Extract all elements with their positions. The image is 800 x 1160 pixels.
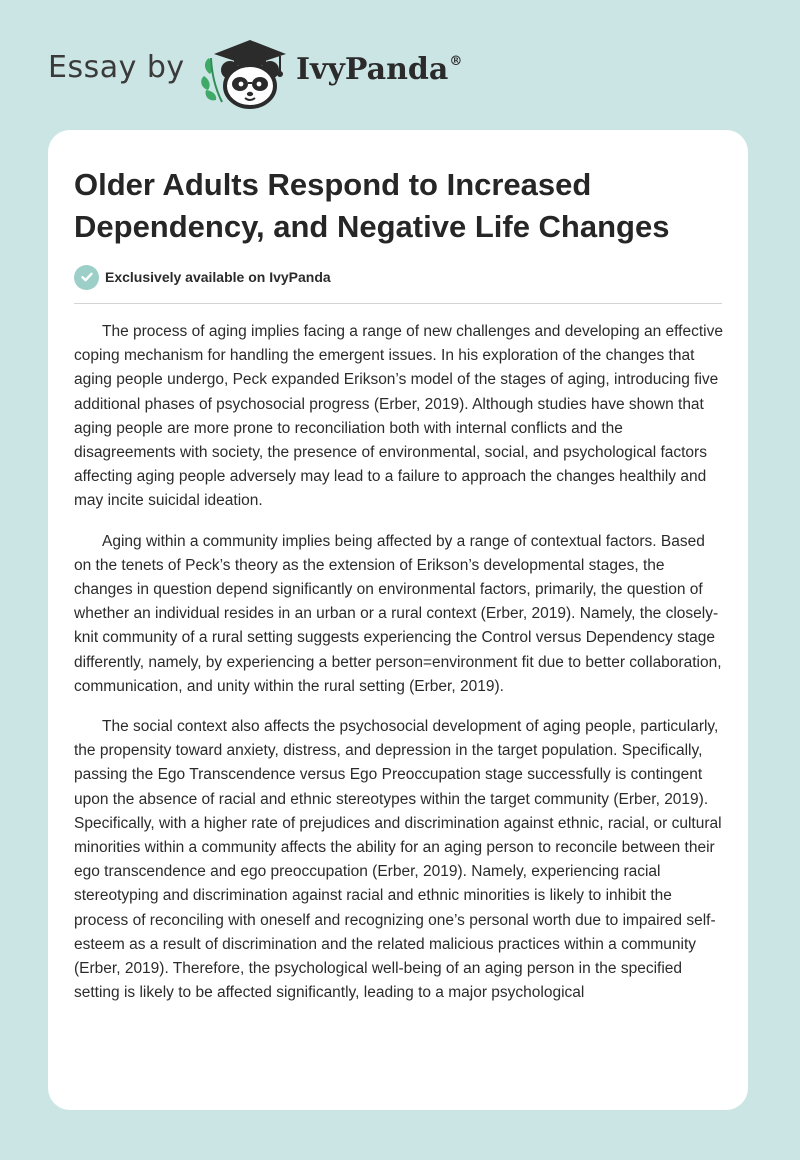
checkmark-icon [74, 265, 99, 290]
brand-text: IvyPanda [296, 52, 449, 87]
paragraph-3: The social context also affects the psychosocial development of aging people, particularly, the propensity toward anxiety, distress, and depression in the target population. Specifically, passing the Ego Transcendence versus Ego Preoccupation stage successfully is contingent upon the absence of racial and ethnic stereotypes within the target community (Erber, 2019). Specifically, with a higher rate of prejudices and discrimination against ethnic, racial, or cultural minorities within a community affects the ability for an aging person to reconcile between their ego transcendence and ego preoccupation (Erber, 2019). Namely, experiencing racial stereotyping and discrimination against racial and ethnic minorities is likely to inhibit the process of reconciling with oneself and recognizing one’s personal worth due to impaired self-esteem as a result of discrimination and the related malicious practices within a community (Erber, 2019). Therefore, the psychological well-being of an aging person in the specified setting is likely to be affected significantly, leading to a major psychological [74, 718, 722, 1002]
site-header [0, 0, 800, 130]
exclusive-badge [74, 264, 331, 290]
exclusive-label: Exclusively available on IvyPanda [105, 269, 331, 285]
paragraph-1: The process of aging implies facing a range of new challenges and developing an effective coping mechanism for handling the emergent issues. In his exploration of the changes that aging people undergo, Peck expanded Erikson’s model of the stages of aging, introducing five additional phases of psychosocial progress (Erber, 2019). Although studies have shown that aging people are more prone to reconciliation both with internal conflicts and the disagreements with society, the presence of environmental, social, and psychological factors affecting aging people adversely may lead to a failure to approach the changes healthily and may incite suicidal ideation. [74, 323, 723, 510]
essay-by-label: Essay by [48, 50, 185, 85]
essay-card [48, 130, 748, 1110]
title-divider [74, 303, 722, 304]
paragraph-2: Aging within a community implies being affected by a range of contextual factors. Based on the tenets of Peck’s theory as the extension of Erikson’s developmental stages, the changes in question depend significantly on environmental factors, primarily, the question of whether an individual resides in an urban or a rural context (Erber, 2019). Namely, the closely-knit community of a rural setting suggests experiencing the Control versus Dependency stage differently, namely, by experiencing a better person=environment fit due to better collaboration, communication, and unity within the rural setting (Erber, 2019). [74, 532, 722, 695]
essay-title: Older Adults Respond to Increased Dependency, and Negative Life Changes [74, 167, 670, 244]
panda-graduate-logo-icon[interactable] [200, 30, 292, 110]
brand-name[interactable] [296, 52, 462, 87]
essay-body [74, 320, 726, 1021]
trademark-symbol: ® [449, 54, 463, 69]
